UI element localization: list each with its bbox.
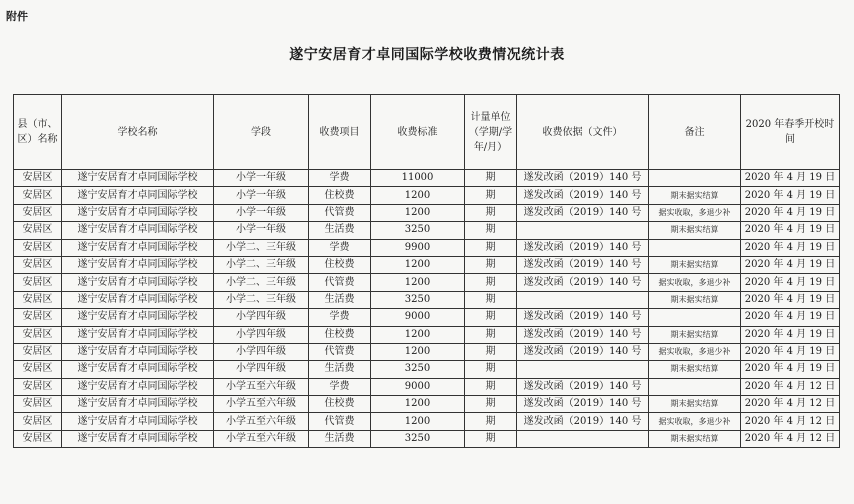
cell-remarks <box>649 309 741 326</box>
cell-grade: 小学五至六年级 <box>214 378 309 395</box>
cell-fee-item: 学费 <box>309 378 371 395</box>
header-basis: 收费依据（文件） <box>517 95 649 170</box>
cell-basis: 遂发改函（2019）140 号 <box>517 256 649 273</box>
cell-school-name: 遂宁安居育才卓同国际学校 <box>62 291 214 308</box>
cell-grade: 小学一年级 <box>214 222 309 239</box>
cell-fee-standard: 9000 <box>371 309 465 326</box>
cell-basis <box>517 361 649 378</box>
cell-remarks: 期末据实结算 <box>649 430 741 447</box>
cell-county: 安居区 <box>14 378 62 395</box>
cell-grade: 小学二、三年级 <box>214 274 309 291</box>
cell-grade: 小学二、三年级 <box>214 291 309 308</box>
header-remarks: 备注 <box>649 95 741 170</box>
header-school-name: 学校名称 <box>62 95 214 170</box>
cell-open-date: 2020 年 4 月 19 日 <box>741 204 840 221</box>
cell-unit: 期 <box>465 291 517 308</box>
cell-school-name: 遂宁安居育才卓同国际学校 <box>62 222 214 239</box>
cell-county: 安居区 <box>14 222 62 239</box>
cell-county: 安居区 <box>14 343 62 360</box>
cell-remarks <box>649 170 741 187</box>
cell-basis: 遂发改函（2019）140 号 <box>517 413 649 430</box>
header-county: 县（市、区）名称 <box>14 95 62 170</box>
cell-county: 安居区 <box>14 430 62 447</box>
cell-county: 安居区 <box>14 187 62 204</box>
cell-unit: 期 <box>465 256 517 273</box>
cell-open-date: 2020 年 4 月 19 日 <box>741 187 840 204</box>
cell-basis: 遂发改函（2019）140 号 <box>517 187 649 204</box>
table-row <box>14 274 840 291</box>
cell-open-date: 2020 年 4 月 12 日 <box>741 430 840 447</box>
cell-school-name: 遂宁安居育才卓同国际学校 <box>62 413 214 430</box>
cell-fee-item: 代管费 <box>309 204 371 221</box>
cell-unit: 期 <box>465 430 517 447</box>
cell-open-date: 2020 年 4 月 19 日 <box>741 256 840 273</box>
cell-basis: 遂发改函（2019）140 号 <box>517 309 649 326</box>
cell-remarks: 据实收取，多退少补 <box>649 274 741 291</box>
cell-remarks: 据实收取，多退少补 <box>649 413 741 430</box>
cell-school-name: 遂宁安居育才卓同国际学校 <box>62 256 214 273</box>
table-row <box>14 222 840 239</box>
cell-county: 安居区 <box>14 291 62 308</box>
cell-fee-standard: 1200 <box>371 256 465 273</box>
cell-basis: 遂发改函（2019）140 号 <box>517 204 649 221</box>
cell-unit: 期 <box>465 239 517 256</box>
cell-open-date: 2020 年 4 月 19 日 <box>741 274 840 291</box>
cell-open-date: 2020 年 4 月 12 日 <box>741 378 840 395</box>
cell-basis: 遂发改函（2019）140 号 <box>517 378 649 395</box>
cell-basis: 遂发改函（2019）140 号 <box>517 274 649 291</box>
cell-remarks: 期末据实结算 <box>649 361 741 378</box>
cell-fee-standard: 1200 <box>371 396 465 413</box>
table-row <box>14 187 840 204</box>
cell-remarks: 据实收取，多退少补 <box>649 204 741 221</box>
cell-county: 安居区 <box>14 413 62 430</box>
cell-fee-standard: 1200 <box>371 413 465 430</box>
cell-fee-standard: 3250 <box>371 430 465 447</box>
cell-basis <box>517 430 649 447</box>
cell-basis: 遂发改函（2019）140 号 <box>517 326 649 343</box>
cell-grade: 小学四年级 <box>214 343 309 360</box>
cell-fee-item: 住校费 <box>309 396 371 413</box>
cell-open-date: 2020 年 4 月 19 日 <box>741 222 840 239</box>
cell-basis: 遂发改函（2019）140 号 <box>517 239 649 256</box>
cell-unit: 期 <box>465 361 517 378</box>
cell-unit: 期 <box>465 378 517 395</box>
cell-school-name: 遂宁安居育才卓同国际学校 <box>62 274 214 291</box>
cell-fee-item: 学费 <box>309 170 371 187</box>
header-grade: 学段 <box>214 95 309 170</box>
cell-remarks: 期末据实结算 <box>649 187 741 204</box>
cell-county: 安居区 <box>14 274 62 291</box>
attachment-label: 附件 <box>6 10 28 23</box>
cell-fee-item: 生活费 <box>309 291 371 308</box>
cell-school-name: 遂宁安居育才卓同国际学校 <box>62 187 214 204</box>
cell-remarks: 据实收取，多退少补 <box>649 343 741 360</box>
cell-remarks: 期末据实结算 <box>649 256 741 273</box>
table-row <box>14 413 840 430</box>
cell-remarks <box>649 378 741 395</box>
cell-grade: 小学一年级 <box>214 187 309 204</box>
table-body <box>14 170 840 448</box>
cell-unit: 期 <box>465 222 517 239</box>
cell-fee-item: 生活费 <box>309 222 371 239</box>
table-row <box>14 361 840 378</box>
table-row <box>14 291 840 308</box>
cell-open-date: 2020 年 4 月 19 日 <box>741 326 840 343</box>
page-title: 遂宁安居育才卓同国际学校收费情况统计表 <box>289 47 565 63</box>
cell-open-date: 2020 年 4 月 19 日 <box>741 291 840 308</box>
cell-basis <box>517 291 649 308</box>
cell-grade: 小学一年级 <box>214 204 309 221</box>
table-row <box>14 256 840 273</box>
cell-fee-standard: 1200 <box>371 274 465 291</box>
cell-grade: 小学四年级 <box>214 309 309 326</box>
table-row <box>14 204 840 221</box>
cell-county: 安居区 <box>14 239 62 256</box>
cell-unit: 期 <box>465 326 517 343</box>
cell-open-date: 2020 年 4 月 19 日 <box>741 343 840 360</box>
cell-unit: 期 <box>465 204 517 221</box>
table-header-row <box>14 95 840 170</box>
table-row <box>14 396 840 413</box>
cell-school-name: 遂宁安居育才卓同国际学校 <box>62 326 214 343</box>
cell-remarks: 期末据实结算 <box>649 396 741 413</box>
cell-fee-item: 住校费 <box>309 256 371 273</box>
header-open-date: 2020 年春季开校时间 <box>741 95 840 170</box>
cell-fee-item: 代管费 <box>309 413 371 430</box>
header-unit: 计量单位（学期/学年/月） <box>465 95 517 170</box>
cell-grade: 小学二、三年级 <box>214 239 309 256</box>
cell-fee-standard: 3250 <box>371 222 465 239</box>
cell-school-name: 遂宁安居育才卓同国际学校 <box>62 396 214 413</box>
cell-grade: 小学五至六年级 <box>214 413 309 430</box>
cell-unit: 期 <box>465 187 517 204</box>
table-row <box>14 326 840 343</box>
cell-county: 安居区 <box>14 326 62 343</box>
cell-school-name: 遂宁安居育才卓同国际学校 <box>62 170 214 187</box>
cell-school-name: 遂宁安居育才卓同国际学校 <box>62 204 214 221</box>
cell-fee-standard: 1200 <box>371 187 465 204</box>
cell-fee-item: 住校费 <box>309 187 371 204</box>
header-fee-item: 收费项目 <box>309 95 371 170</box>
cell-open-date: 2020 年 4 月 19 日 <box>741 361 840 378</box>
cell-unit: 期 <box>465 170 517 187</box>
cell-fee-item: 代管费 <box>309 274 371 291</box>
cell-open-date: 2020 年 4 月 19 日 <box>741 239 840 256</box>
cell-basis: 遂发改函（2019）140 号 <box>517 343 649 360</box>
cell-unit: 期 <box>465 309 517 326</box>
cell-fee-standard: 1200 <box>371 204 465 221</box>
cell-fee-item: 生活费 <box>309 430 371 447</box>
table-row <box>14 430 840 447</box>
cell-grade: 小学五至六年级 <box>214 396 309 413</box>
cell-school-name: 遂宁安居育才卓同国际学校 <box>62 239 214 256</box>
table-row <box>14 239 840 256</box>
cell-fee-standard: 1200 <box>371 326 465 343</box>
cell-unit: 期 <box>465 343 517 360</box>
cell-basis: 遂发改函（2019）140 号 <box>517 170 649 187</box>
cell-grade: 小学五至六年级 <box>214 430 309 447</box>
cell-fee-standard: 11000 <box>371 170 465 187</box>
cell-school-name: 遂宁安居育才卓同国际学校 <box>62 378 214 395</box>
cell-county: 安居区 <box>14 256 62 273</box>
cell-fee-standard: 1200 <box>371 343 465 360</box>
cell-open-date: 2020 年 4 月 12 日 <box>741 413 840 430</box>
cell-county: 安居区 <box>14 204 62 221</box>
cell-basis: 遂发改函（2019）140 号 <box>517 396 649 413</box>
cell-remarks <box>649 239 741 256</box>
cell-school-name: 遂宁安居育才卓同国际学校 <box>62 343 214 360</box>
cell-unit: 期 <box>465 396 517 413</box>
cell-school-name: 遂宁安居育才卓同国际学校 <box>62 361 214 378</box>
fee-table <box>13 94 840 448</box>
cell-grade: 小学一年级 <box>214 170 309 187</box>
cell-fee-item: 学费 <box>309 309 371 326</box>
cell-unit: 期 <box>465 274 517 291</box>
table-row <box>14 378 840 395</box>
cell-basis <box>517 222 649 239</box>
header-fee-standard: 收费标准 <box>371 95 465 170</box>
cell-remarks: 期末据实结算 <box>649 291 741 308</box>
table-row <box>14 343 840 360</box>
cell-fee-item: 生活费 <box>309 361 371 378</box>
cell-open-date: 2020 年 4 月 19 日 <box>741 309 840 326</box>
cell-fee-standard: 3250 <box>371 291 465 308</box>
cell-fee-item: 代管费 <box>309 343 371 360</box>
cell-fee-standard: 9900 <box>371 239 465 256</box>
cell-unit: 期 <box>465 413 517 430</box>
cell-county: 安居区 <box>14 396 62 413</box>
cell-open-date: 2020 年 4 月 12 日 <box>741 396 840 413</box>
cell-remarks: 期末据实结算 <box>649 326 741 343</box>
cell-fee-item: 学费 <box>309 239 371 256</box>
cell-fee-standard: 9000 <box>371 378 465 395</box>
cell-county: 安居区 <box>14 361 62 378</box>
cell-county: 安居区 <box>14 309 62 326</box>
cell-remarks: 期末据实结算 <box>649 222 741 239</box>
cell-fee-standard: 3250 <box>371 361 465 378</box>
cell-county: 安居区 <box>14 170 62 187</box>
cell-school-name: 遂宁安居育才卓同国际学校 <box>62 309 214 326</box>
table-row <box>14 309 840 326</box>
cell-open-date: 2020 年 4 月 19 日 <box>741 170 840 187</box>
cell-grade: 小学二、三年级 <box>214 256 309 273</box>
cell-grade: 小学四年级 <box>214 361 309 378</box>
cell-school-name: 遂宁安居育才卓同国际学校 <box>62 430 214 447</box>
cell-fee-item: 住校费 <box>309 326 371 343</box>
cell-grade: 小学四年级 <box>214 326 309 343</box>
table-row <box>14 170 840 187</box>
